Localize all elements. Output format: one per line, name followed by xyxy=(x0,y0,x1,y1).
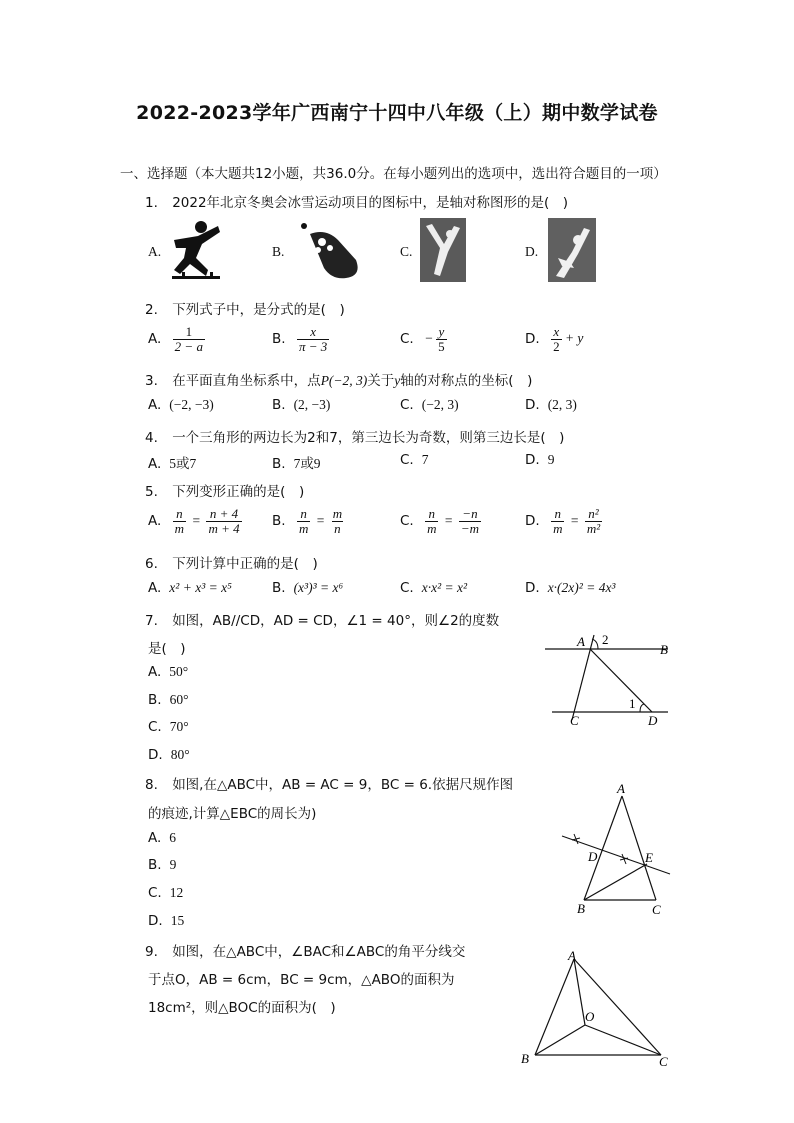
question-number: 7. xyxy=(145,613,158,629)
label-d: D xyxy=(648,713,658,728)
question-number: 4. xyxy=(145,430,158,446)
question-number: 9. xyxy=(145,944,158,960)
label-c: C xyxy=(652,902,661,917)
denominator: 2 xyxy=(553,339,560,354)
section-heading: 一、选择题（本大题共12小题，共36.0分。在每小题列出的选项中，选出符合题目的一项） xyxy=(120,166,667,182)
side-ab xyxy=(535,959,574,1055)
option-value: 6 xyxy=(169,830,177,845)
point-expression: P(−2, 3) xyxy=(320,373,368,388)
minus-sign: − xyxy=(425,330,433,346)
question-text-c: 轴的对称点的坐标( ) xyxy=(400,373,533,389)
denominator: m xyxy=(553,521,563,536)
q7-option-c: C. 70° xyxy=(148,719,189,735)
numerator: y xyxy=(438,324,445,339)
question-number: 3. xyxy=(145,373,158,389)
q5-option-a: A. $\frac{n}{m}$ = $\frac{n + 4}{m + 4}$ xyxy=(148,506,240,536)
question-number: 6. xyxy=(145,556,158,572)
q6-option-b: B. (x³)³ = x⁶ xyxy=(272,580,344,596)
numerator: m xyxy=(332,506,343,521)
q8-option-b: B. 9 xyxy=(148,857,177,873)
q2-option-d: D. $\frac{x}{2}$ + y xyxy=(525,324,584,354)
segment-be xyxy=(584,864,647,900)
denominator: m² xyxy=(586,521,601,536)
question-number: 5. xyxy=(145,484,158,500)
q3-option-b: B. (2, −3) xyxy=(272,397,331,413)
option-value: x·(2x)² = 4x³ xyxy=(547,580,616,595)
denominator: 2 − a xyxy=(174,339,203,354)
question-9-line3: 18cm²，则△BOC的面积为( ) xyxy=(148,1000,336,1016)
q5-option-c: C. $\frac{n}{m}$ = $\frac{-n}{-m}$ xyxy=(400,506,480,536)
line-ad xyxy=(590,649,652,712)
question-6 xyxy=(145,552,318,572)
question-5 xyxy=(145,480,304,500)
question-8-line2: 的痕迹,计算△EBC的周长为) xyxy=(148,806,317,822)
q6-option-c: C. x·x² = x² xyxy=(400,580,468,596)
q8-option-c: C. 12 xyxy=(148,885,184,901)
numerator: n² xyxy=(588,506,599,521)
q7-option-d: D. 80° xyxy=(148,747,190,763)
question-7-line2: 是( ) xyxy=(148,641,186,657)
q6-option-a: A. x² + x³ = x⁵ xyxy=(148,580,232,596)
option-value: 12 xyxy=(169,885,184,900)
segment-co xyxy=(585,1025,661,1055)
option-value: 9 xyxy=(547,452,555,467)
question-text: 一个三角形的两边长为2和7，第三边长为奇数，则第三边长是( ) xyxy=(172,430,565,446)
denominator: m + 4 xyxy=(208,521,240,536)
q2-option-a: A. $\frac{1}{2 - a}$ xyxy=(148,324,203,354)
speed-skating-icon xyxy=(168,218,224,282)
option-value: 70° xyxy=(169,719,189,734)
freestyle-skiing-icon xyxy=(548,218,596,282)
page-title: 2022-2023学年广西南宁十四中八年级（上）期中数学试卷 xyxy=(136,102,658,124)
q7-geometry-figure xyxy=(540,625,680,735)
denominator: −m xyxy=(460,521,480,536)
question-text-b: 关于 xyxy=(367,373,395,389)
question-4 xyxy=(145,426,564,446)
q2-option-b: B. $\frac{x}{\pi - 3}$ xyxy=(272,324,328,354)
option-value: 15 xyxy=(170,913,185,928)
label-1: 1 xyxy=(629,696,636,711)
q7-option-a: A. 50° xyxy=(148,664,189,680)
question-text-a: 在平面直角坐标系中，点 xyxy=(172,373,321,389)
q3-option-a: A. (−2, −3) xyxy=(148,397,214,413)
option-value: 7或9 xyxy=(293,456,321,471)
question-number: 2. xyxy=(145,302,158,318)
q1-option-b-label: B. xyxy=(272,244,285,259)
q1-option-c-label: C. xyxy=(400,244,413,259)
numerator: x xyxy=(310,324,316,339)
q3-option-c: C. (−2, 3) xyxy=(400,397,459,413)
question-1 xyxy=(145,191,568,211)
numerator: 1 xyxy=(185,324,193,339)
label-c: C xyxy=(659,1054,668,1069)
side-ac xyxy=(622,796,656,900)
option-value: 9 xyxy=(169,857,177,872)
label-c: C xyxy=(570,713,579,728)
q8-option-d: D. 15 xyxy=(148,913,185,929)
q4-option-a: A. 5或7 xyxy=(148,456,197,472)
perpendicular-bisector xyxy=(562,836,670,874)
label-a: A xyxy=(617,781,625,796)
ski-jump-icon xyxy=(420,218,466,282)
arc-mark-left xyxy=(572,834,580,844)
question-7 xyxy=(145,609,499,629)
question-text: 2022年北京冬奥会冰雪运动项目的图标中，是轴对称图形的是( ) xyxy=(172,195,569,211)
numerator: n xyxy=(300,506,307,521)
option-value: 60° xyxy=(169,692,189,707)
option-value: (−2, −3) xyxy=(169,397,214,412)
q1-option-d-label: D. xyxy=(525,244,539,259)
question-2 xyxy=(145,298,345,318)
question-8 xyxy=(145,773,513,793)
numerator: n xyxy=(176,506,183,521)
question-text: 下列变形正确的是( ) xyxy=(172,484,305,500)
option-value: 7 xyxy=(421,452,429,467)
label-a: A xyxy=(577,634,585,649)
option-value: 5或7 xyxy=(169,456,197,471)
q4-option-d: D. 9 xyxy=(525,452,555,468)
side-ab xyxy=(584,796,622,900)
question-text-line1: 如图，AB//CD，AD = CD，∠1 = 40°，则∠2的度数 xyxy=(172,613,500,629)
denominator: n xyxy=(334,521,341,536)
q8-geometry-figure xyxy=(556,780,676,920)
question-9 xyxy=(145,940,465,960)
label-e: E xyxy=(645,850,653,865)
question-9-line2: 于点O，AB = 6cm，BC = 9cm，△ABO的面积为 xyxy=(148,972,455,988)
q6-option-d: D. x·(2x)² = 4x³ xyxy=(525,580,616,596)
q7-option-b: B. 60° xyxy=(148,692,189,708)
numerator: x xyxy=(553,324,560,339)
q3-option-d: D. (2, 3) xyxy=(525,397,577,413)
label-b: B xyxy=(521,1051,529,1066)
question-text: 下列计算中正确的是( ) xyxy=(172,556,318,572)
question-3 xyxy=(145,369,532,389)
label-a: A xyxy=(568,948,576,963)
option-value: (2, 3) xyxy=(547,397,577,412)
question-number: 8. xyxy=(145,777,158,793)
option-value: 80° xyxy=(170,747,190,762)
question-text: 下列式子中，是分式的是( ) xyxy=(172,302,345,318)
option-value: x² + x³ = x⁵ xyxy=(169,580,232,595)
angle-1-arc xyxy=(640,704,644,712)
q2-option-c: C. − $\frac{y}{5}$ xyxy=(400,324,445,354)
numerator: n xyxy=(428,506,436,521)
label-2: 2 xyxy=(602,632,609,647)
denominator: m xyxy=(174,521,185,536)
segment-bo xyxy=(535,1025,585,1055)
option-value: x·x² = x² xyxy=(421,580,468,595)
addend: + y xyxy=(564,330,584,346)
label-b: B xyxy=(660,642,668,657)
option-value: (2, −3) xyxy=(293,397,331,412)
numerator: n + 4 xyxy=(209,506,239,521)
numerator: n xyxy=(554,506,561,521)
q4-option-c: C. 7 xyxy=(400,452,429,468)
q9-geometry-figure xyxy=(515,945,675,1070)
option-value: (x³)³ = x⁶ xyxy=(293,580,344,595)
q5-option-b: B. $\frac{n}{m}$ = $\frac{m}{n}$ xyxy=(272,506,343,536)
denominator: m xyxy=(427,521,437,536)
denominator: 5 xyxy=(438,339,445,354)
q5-option-d: D. $\frac{n}{m}$ = $\frac{\text{n²}}{\text{m²}}$ xyxy=(525,506,601,536)
q8-option-a: A. 6 xyxy=(148,830,177,846)
denominator: m xyxy=(298,521,309,536)
axis-name: y xyxy=(394,373,401,388)
q1-option-a-label: A. xyxy=(148,244,162,259)
option-value: (−2, 3) xyxy=(421,397,459,412)
option-value: 50° xyxy=(169,664,189,679)
label-d: D xyxy=(588,849,598,864)
question-text-line1: 如图,在△ABC中，AB = AC = 9，BC = 6.依据尺规作图 xyxy=(172,777,514,793)
numerator: −n xyxy=(462,506,478,521)
question-number: 1. xyxy=(145,195,158,211)
label-o: O xyxy=(585,1009,595,1024)
denominator: π − 3 xyxy=(298,339,328,354)
label-b: B xyxy=(577,901,585,916)
question-text-line1: 如图，在△ABC中，∠BAC和∠ABC的角平分线交 xyxy=(172,944,466,960)
side-ac xyxy=(574,959,661,1055)
curling-icon xyxy=(296,220,364,282)
q4-option-b: B. 7或9 xyxy=(272,456,321,472)
